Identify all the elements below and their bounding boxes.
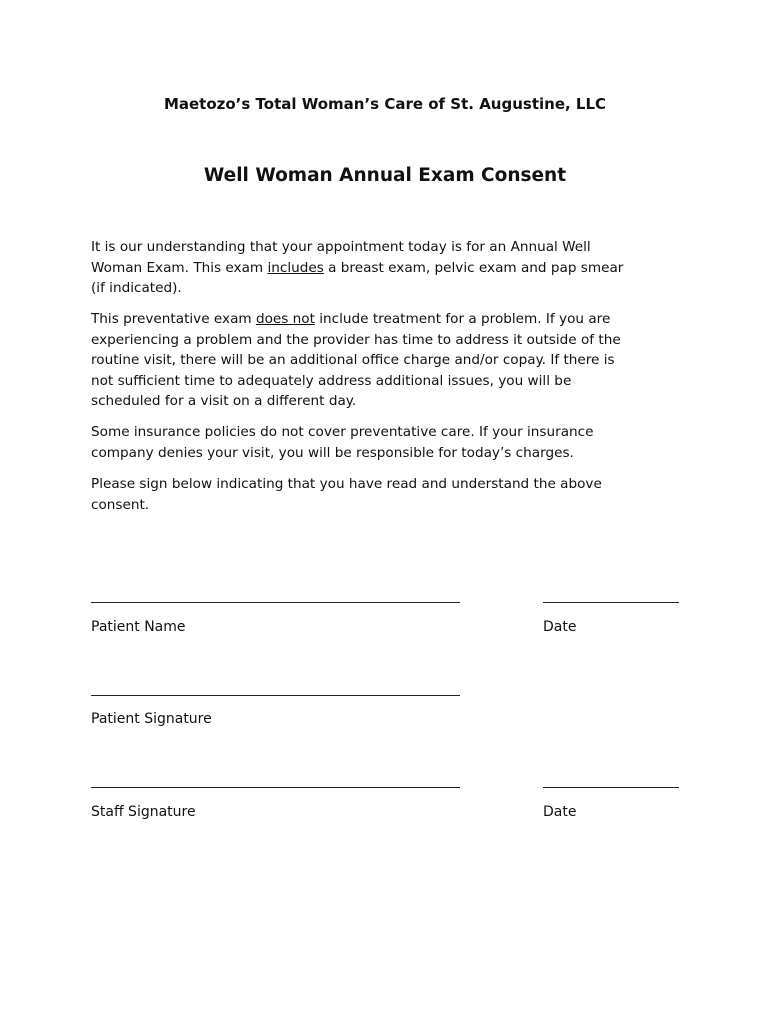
paragraph-line: company denies your visit, you will be responsible for today’s charges.	[91, 444, 574, 461]
date-label-1: Date	[543, 619, 577, 635]
paragraph-line: not sufficient time to adequately address additional issues, you will be	[91, 372, 572, 389]
underlined-does-not: does not	[255, 311, 315, 327]
staff-signature-line[interactable]	[91, 787, 460, 788]
staff-signature-label: Staff Signature	[91, 804, 196, 820]
date-line-1[interactable]	[543, 602, 679, 603]
text-fragment: Woman Exam. This exam	[91, 259, 268, 276]
patient-signature-line[interactable]	[91, 695, 460, 696]
paragraph-line: Please sign below indicating that you have read and understand the above	[91, 476, 602, 492]
patient-name-label: Patient Name	[91, 619, 186, 635]
paragraph-appointment	[91, 237, 671, 299]
paragraph-line	[91, 258, 671, 279]
paragraph-line: scheduled for a visit on a different day.	[91, 393, 357, 409]
patient-signature-label: Patient Signature	[91, 711, 212, 727]
organization-name: Maetozo’s Total Woman’s Care of St. Augustine, LLC	[163, 95, 607, 113]
text-fragment: include treatment for a problem. If you are	[314, 311, 611, 327]
paragraph-line: consent.	[91, 496, 150, 513]
document-title: Well Woman Annual Exam Consent	[203, 165, 567, 186]
patient-name-line[interactable]	[91, 602, 460, 603]
underlined-includes: includes	[267, 259, 324, 276]
paragraph-line: Some insurance policies do not cover preventative care. If your insurance	[91, 424, 594, 440]
paragraph-line: routine visit, there will be an additional office charge and/or copay. If there is	[91, 352, 615, 368]
date-label-2: Date	[543, 804, 577, 820]
paragraph-line: (if indicated).	[91, 280, 182, 296]
paragraph-insurance	[91, 422, 671, 463]
paragraph-line	[91, 309, 671, 330]
text-fragment: This preventative exam	[91, 311, 256, 327]
paragraph-line: It is our understanding that your appointment today is for an Annual Well	[91, 239, 591, 255]
paragraph-line: experiencing a problem and the provider has time to address it outside of the	[91, 331, 621, 348]
paragraph-preventative	[91, 309, 671, 412]
text-fragment: a breast exam, pelvic exam and pap smear	[323, 259, 624, 276]
paragraph-sign-request	[91, 474, 671, 515]
date-line-2[interactable]	[543, 787, 679, 788]
